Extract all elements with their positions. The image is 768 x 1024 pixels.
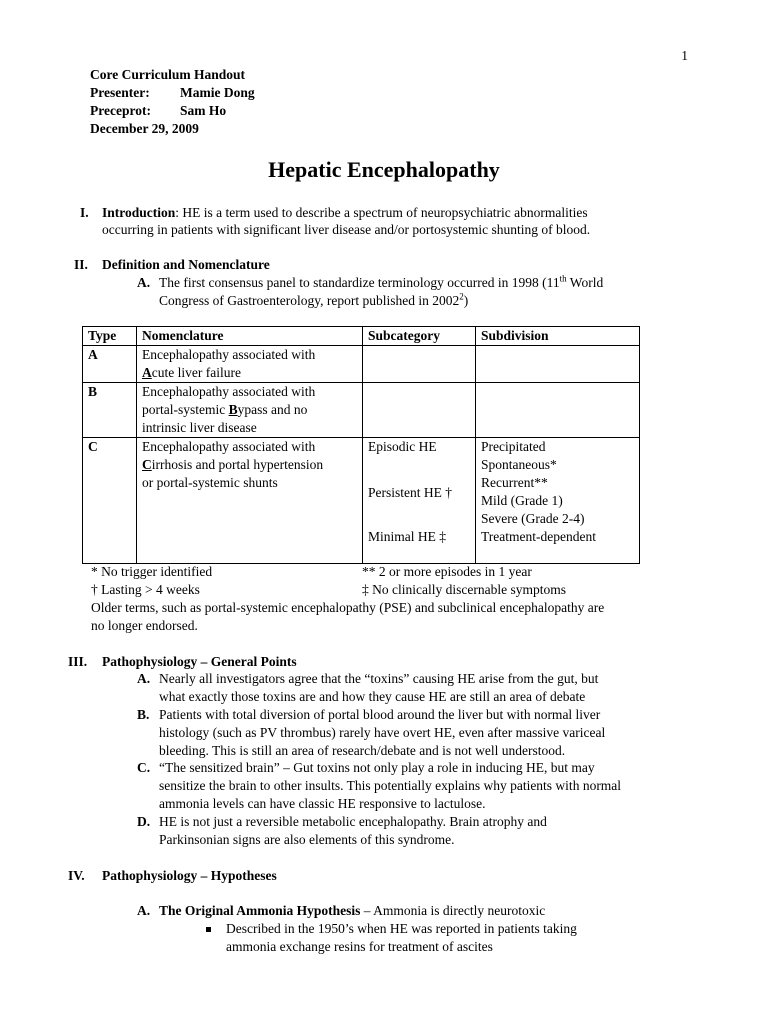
item-line: ammonia levels can have classic HE responsive to lactulose. [159, 796, 486, 811]
section-heading: Definition and Nomenclature [102, 257, 270, 272]
table-row [83, 383, 640, 438]
square-bullet-icon [206, 927, 211, 932]
definition-text [159, 274, 603, 292]
cell-line [142, 401, 357, 419]
bullet-line: Described in the 1950’s when HE was reported in patients taking [226, 921, 577, 936]
presenter-line [90, 84, 255, 102]
column-header: Subdivision [476, 327, 640, 346]
item-line: “The sensitized brain” – Gut toxins not only play a role in inducing HE, but may [159, 760, 595, 775]
handout-type: Core Curriculum Handout [90, 67, 246, 82]
hypothesis-text: – Ammonia is directly neurotoxic [360, 903, 546, 918]
item-line: histology (such as PV thrombus) rarely have overt HE, even after massive variceal [159, 725, 606, 740]
text-run: cute liver failure [151, 365, 241, 380]
subcategory-cell [363, 383, 476, 438]
subdivision-item: Spontaneous* [481, 457, 557, 472]
text-run: The first consensus panel to standardize terminology occurred in 1998 (11 [159, 275, 560, 290]
list-item [159, 670, 598, 706]
page-title: Hepatic Encephalopathy [268, 157, 500, 182]
intro-text-continued: occurring in patients with significant liver disease and/or portosystemic shunting of blood. [102, 222, 591, 237]
column-header: Type [83, 327, 137, 346]
subcategory-minimal: Minimal HE ‡ [368, 529, 446, 544]
subdivision-cell [476, 438, 640, 564]
footnote: * No trigger identified [91, 564, 213, 579]
subcategory-cell [363, 438, 476, 564]
column-header: Nomenclature [137, 327, 363, 346]
nomenclature-cell [137, 346, 363, 383]
text-run: ) [463, 293, 469, 308]
subcategory-cell [363, 346, 476, 383]
subdivision-item: Recurrent** [481, 475, 548, 490]
definition-text-continued [159, 292, 468, 310]
list-item [159, 759, 621, 813]
table-row [83, 438, 640, 564]
table-row [83, 346, 640, 383]
section-number: II. [74, 257, 88, 272]
item-label: B. [137, 707, 150, 722]
cell-line: or portal-systemic shunts [142, 475, 278, 490]
table-header-row [83, 327, 640, 346]
type-cell: B [83, 383, 137, 438]
item-label: A. [137, 671, 151, 686]
list-item [159, 813, 547, 849]
intro-paragraph [102, 204, 588, 222]
section-number: I. [80, 205, 89, 220]
item-line: Patients with total diversion of portal blood around the liver but with normal liver [159, 707, 601, 722]
type-cell: A [83, 346, 137, 383]
footnote: † Lasting > 4 weeks [91, 582, 200, 597]
older-terms-note-continued: no longer endorsed. [91, 618, 198, 633]
column-header: Subcategory [363, 327, 476, 346]
footnote: ** 2 or more episodes in 1 year [362, 564, 532, 579]
bullet-text [226, 920, 577, 956]
section-heading: Pathophysiology – General Points [102, 654, 297, 669]
item-line: HE is not just a reversible metabolic encephalopathy. Brain atrophy and [159, 814, 547, 829]
item-label: A. [137, 903, 151, 918]
item-line: Nearly all investigators agree that the “toxins” causing HE arise from the gut, but [159, 671, 599, 686]
hypothesis-heading: The Original Ammonia Hypothesis [159, 903, 361, 918]
subdivision-cell [476, 383, 640, 438]
cell-line [142, 364, 357, 382]
presenter-label: Presenter: [90, 85, 150, 100]
subcategory-episodic: Episodic HE [368, 439, 437, 454]
subdivision-item: Treatment-dependent [481, 529, 596, 544]
item-line: sensitize the brain to other insults. This potentially explains why patients with normal [159, 778, 622, 793]
nomenclature-cell [137, 438, 363, 564]
text-run: Congress of Gastroenterology, report published in 2002 [159, 293, 460, 308]
text-run: irrhosis and portal hypertension [151, 457, 324, 472]
preceptor-name: Sam Ho [180, 103, 227, 118]
nomenclature-cell [137, 383, 363, 438]
item-line: what exactly those toxins are and how they cause HE are still an area of debate [159, 689, 586, 704]
section-heading: Pathophysiology – Hypotheses [102, 868, 277, 883]
intro-text: : HE is a term used to describe a spectrum of neuropsychiatric abnormalities [175, 205, 588, 220]
cell-line: intrinsic liver disease [142, 420, 257, 435]
item-label: A. [137, 275, 151, 290]
hypothesis-line [159, 902, 545, 920]
item-label: D. [137, 814, 151, 829]
emphasis-letter: C [142, 457, 152, 472]
cell-line: Encephalopathy associated with [142, 439, 316, 454]
type-cell: C [83, 438, 137, 564]
bullet-line: ammonia exchange resins for treatment of ascites [226, 939, 493, 954]
presenter-name: Mamie Dong [180, 85, 255, 100]
footnote: ‡ No clinically discernable symptoms [362, 582, 566, 597]
item-line: bleeding. This is still an area of research/debate and is not well understood. [159, 743, 566, 758]
item-label: C. [137, 760, 151, 775]
subdivision-cell [476, 346, 640, 383]
subdivision-item: Mild (Grade 1) [481, 493, 563, 508]
text-run: World [566, 275, 604, 290]
subdivision-item: Precipitated [481, 439, 546, 454]
cell-line [142, 456, 357, 474]
superscript: th [559, 273, 567, 284]
section-heading: Introduction [102, 205, 176, 220]
preceptor-line [90, 102, 226, 120]
emphasis-letter: A [142, 365, 152, 380]
cell-line: Encephalopathy associated with [142, 384, 316, 399]
text-run: portal-systemic [142, 402, 229, 417]
text-run: ypass and no [237, 402, 308, 417]
older-terms-note: Older terms, such as portal-systemic encephalopathy (PSE) and subclinical encephalopathy are [91, 600, 605, 615]
section-number: IV. [68, 868, 85, 883]
section-number: III. [68, 654, 88, 669]
subdivision-item: Severe (Grade 2-4) [481, 511, 585, 526]
cell-line: Encephalopathy associated with [142, 347, 316, 362]
nomenclature-table [82, 326, 640, 564]
subcategory-persistent: Persistent HE † [368, 485, 452, 500]
emphasis-letter: B [228, 402, 238, 417]
superscript: 2 [459, 291, 464, 302]
page-number: 1 [681, 48, 688, 63]
preceptor-label: Preceprot: [90, 103, 151, 118]
item-line: Parkinsonian signs are also elements of this syndrome. [159, 832, 455, 847]
handout-date: December 29, 2009 [90, 121, 199, 136]
list-item [159, 706, 605, 760]
